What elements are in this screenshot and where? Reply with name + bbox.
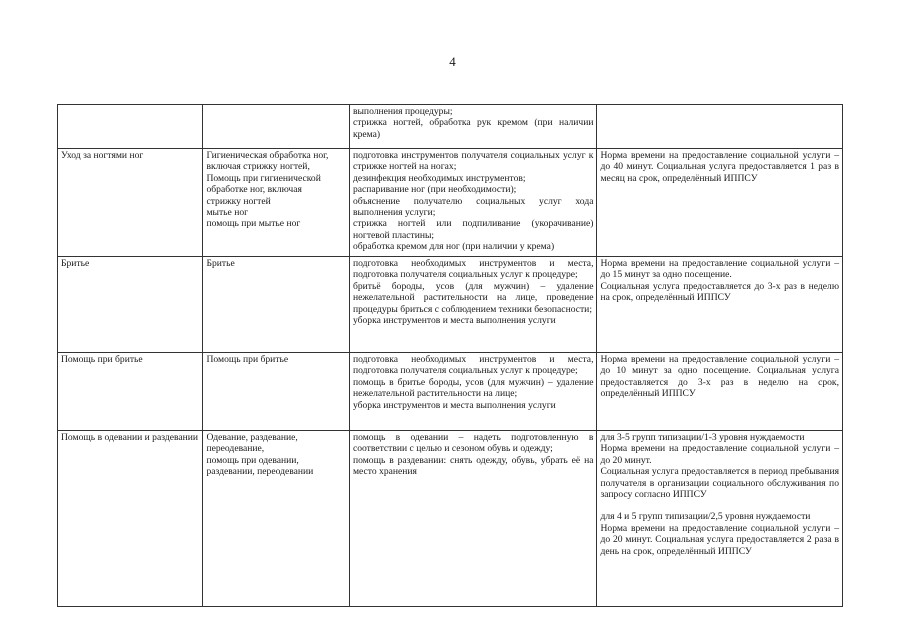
- service-norm-paragraph: Норма времени на предоставление социальной услуги – до 40 минут. Социальная услуга предоставляется 1 раз в месяц на срок, определённый ИППСУ: [600, 150, 839, 184]
- service-step: выполнения процедуры;: [352, 106, 453, 117]
- service-steps-cell: [349, 149, 597, 257]
- service-content-cell: [203, 149, 349, 257]
- service-norm-paragraph: Норма времени на предоставление социальной услуги – до 10 минут за одно посещение. Социальная услуга предоставляется до 3-х раз в неделю на срок, определённый ИППСУ: [600, 354, 839, 400]
- service-norm-cell: [597, 353, 843, 431]
- service-name-cell: [58, 353, 203, 431]
- service-content-line: помощь при мытье ног: [206, 218, 301, 230]
- service-step: распаривание ног (при необходимости);: [352, 184, 517, 196]
- service-content-line: раздевании, переодевании: [206, 466, 314, 478]
- service-step: обработка кремом для ног (при наличии у крема): [352, 241, 555, 253]
- service-step: дезинфекция необходимых инструментов;: [352, 172, 526, 184]
- service-step: подготовка необходимых инструментов и места, подготовка получателя социальных услуг к процедуре;: [352, 258, 594, 281]
- service-name-cell: [58, 257, 203, 353]
- service-steps-cell: [349, 105, 597, 149]
- service-content-cell: [203, 105, 349, 149]
- service-name: Помощь в одевании и раздевании: [61, 432, 199, 443]
- service-step: подготовка необходимых инструментов и места, подготовка получателя социальных услуг к процедуре;: [352, 354, 594, 377]
- service-norm-paragraph: Норма времени на предоставление социальной услуги – до 20 минут. Социальная услуга предоставляется 2 раза в день на срок, определённый ИППСУ: [600, 522, 839, 557]
- service-step: помощь в раздевании: снять одежду, обувь, убрать её на место хранения: [352, 454, 594, 478]
- service-name-cell: [58, 149, 203, 257]
- service-steps-cell: [349, 257, 597, 353]
- service-name: Уход за ногтями ног: [61, 150, 144, 161]
- service-name: Бритье: [61, 258, 90, 269]
- service-norm-cell: [597, 257, 843, 353]
- service-norm-cell: [597, 105, 843, 149]
- service-content-line: переодевание,: [206, 443, 265, 455]
- service-step: уборка инструментов и места выполнения услуги: [352, 315, 556, 327]
- service-content-line: включая стрижку ногтей,: [206, 161, 310, 173]
- service-content-line: Помощь при бритье: [206, 354, 289, 365]
- service-name-cell: [58, 431, 203, 607]
- service-content-line: Помощь при гигиенической: [206, 172, 321, 184]
- service-norm-paragraph: Норма времени на предоставление социальной услуги – до 15 минут за одно посещение.: [600, 258, 839, 281]
- service-content-line: Одевание, раздевание,: [206, 432, 298, 443]
- service-content-line: Гигиеническая обработка ног,: [206, 150, 329, 161]
- service-content-line: обработке ног, включая: [206, 184, 302, 196]
- service-name-cell: [58, 105, 203, 149]
- service-norm-paragraph: для 3-5 групп типизации/1-3 уровня нуждаемости: [600, 432, 805, 443]
- services-table: [57, 104, 843, 607]
- table-row: [58, 105, 843, 149]
- service-content-line: помощь при одевании,: [206, 454, 299, 466]
- table-row: [58, 149, 843, 257]
- service-step: стрижка ногтей или подпиливание (укорачивание) ногтевой пластины;: [352, 218, 594, 241]
- service-steps-cell: [349, 431, 597, 607]
- service-norm-paragraph: Социальная услуга предоставляется до 3-х раз в неделю на срок, определённый ИППСУ: [600, 280, 839, 304]
- table-row: [58, 257, 843, 353]
- page-number: 4: [449, 54, 456, 69]
- service-norm-paragraph: для 4 и 5 групп типизации/2,5 уровня нуждаемости: [600, 511, 811, 523]
- service-content-cell: [203, 353, 349, 431]
- service-name: Помощь при бритье: [61, 354, 143, 365]
- service-step: объяснение получателю социальных услуг хода выполнения услуги;: [352, 195, 594, 219]
- service-content-cell: [203, 257, 349, 353]
- service-step: уборка инструментов и места выполнения услуги: [352, 399, 556, 411]
- service-step: помощь в бритье бороды, усов (для мужчин) – удаление нежелательной растительности на лице;: [352, 376, 594, 400]
- service-content-line: мытье ног: [206, 207, 249, 219]
- service-norm-cell: [597, 149, 843, 257]
- service-step: бритьё бороды, усов (для мужчин) – удаление нежелательной растительности на лице, проведение процедуры бриться с соблюдением техники безопасности;: [352, 280, 594, 315]
- service-step: стрижка ногтей, обработка рук кремом (при наличии крема): [352, 117, 594, 140]
- service-norm-paragraph: Норма времени на предоставление социальной услуги – до 20 минут.: [600, 443, 839, 466]
- service-steps-cell: [349, 353, 597, 431]
- service-norm-paragraph: [600, 500, 839, 511]
- service-content-cell: [203, 431, 349, 607]
- table-row: [58, 431, 843, 607]
- service-content-line: Бритье: [206, 258, 235, 269]
- service-step: подготовка инструментов получателя социальных услуг к стрижке ногтей на ногах;: [352, 150, 594, 173]
- service-step: помощь в одевании – надеть подготовленную в соответствии с целью и сезоном обувь и одежду;: [352, 432, 594, 455]
- service-content-line: стрижку ногтей: [206, 195, 271, 207]
- table-row: [58, 353, 843, 431]
- service-norm-paragraph: Социальная услуга предоставляется в период пребывания получателя в организации социального обслуживания по запросу согласно ИППСУ: [600, 466, 839, 501]
- service-norm-cell: [597, 431, 843, 607]
